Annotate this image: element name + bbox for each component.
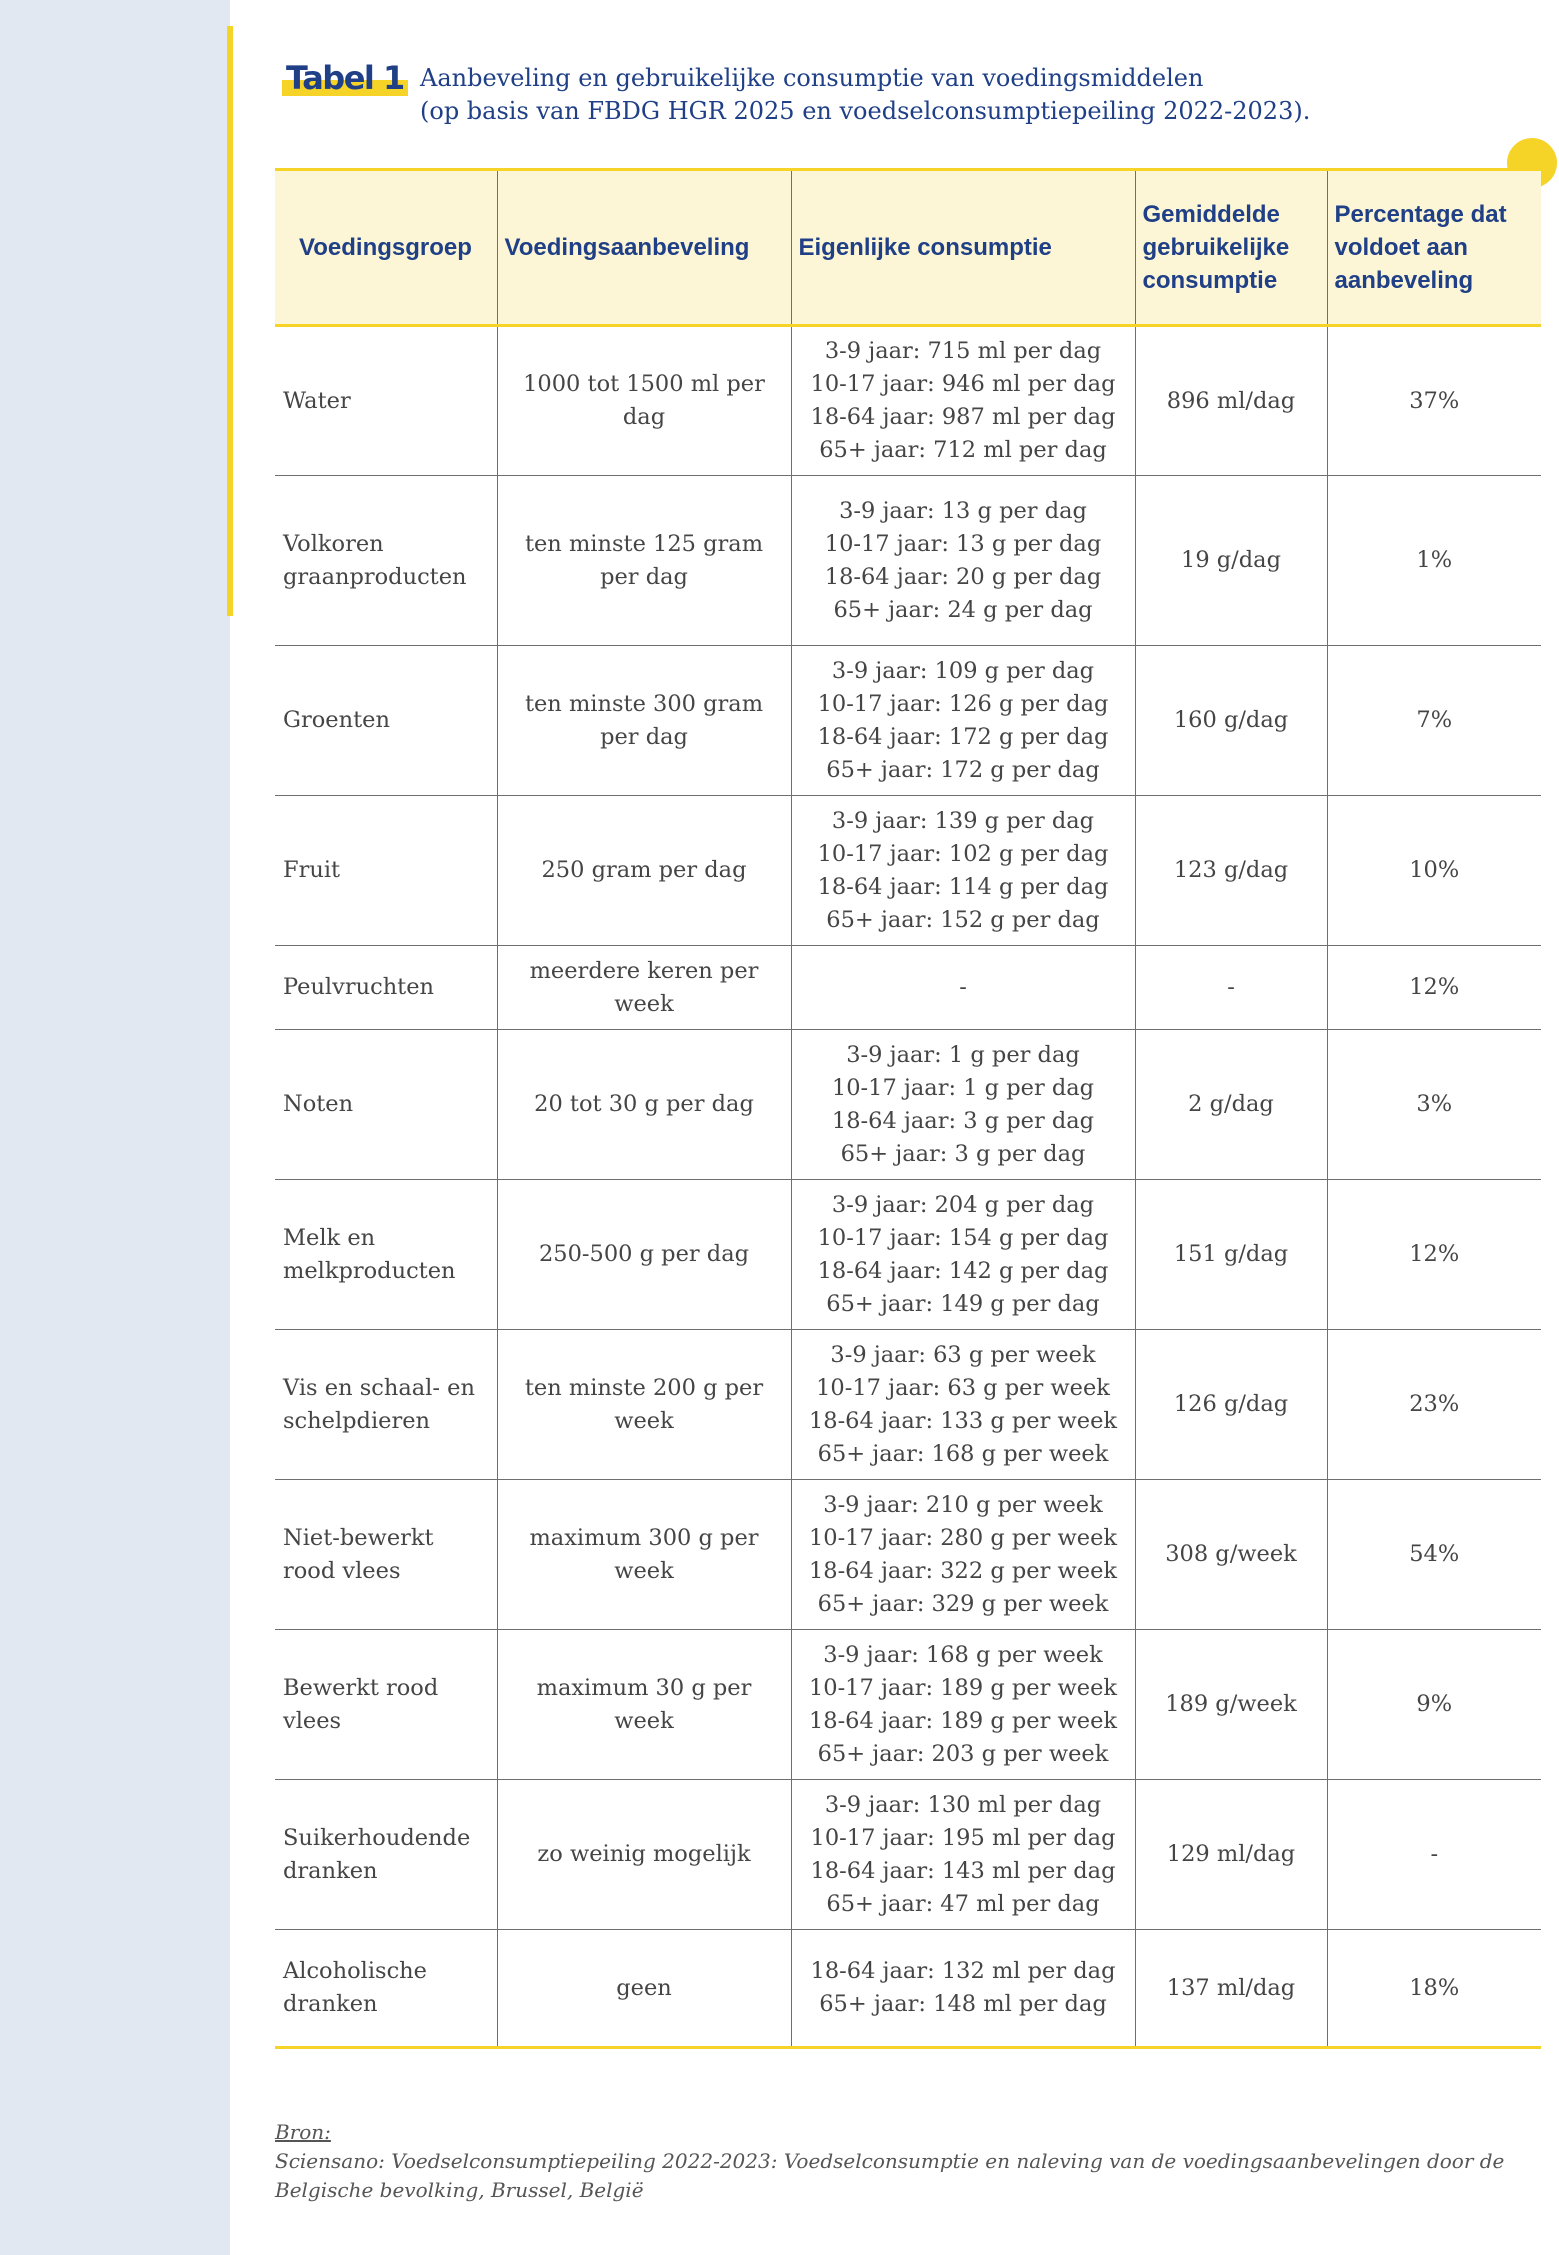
cell-gemiddelde-consumptie: 126 g/dag [1135, 1330, 1327, 1480]
cell-line: 10-17 jaar: 189 g per week [808, 1674, 1118, 1701]
cell-gemiddelde-consumptie: 2 g/dag [1135, 1030, 1327, 1180]
cell-eigenlijke-consumptie [791, 326, 1135, 476]
cell-percentage: 9% [1327, 1630, 1541, 1780]
cell-line: 3-9 jaar: 139 g per dag [831, 807, 1095, 834]
cell-gemiddelde-consumptie: 19 g/dag [1135, 476, 1327, 646]
cell-line: 3-9 jaar: 210 g per week [823, 1491, 1103, 1518]
cell-line: 18-64 jaar: 114 g per dag [817, 873, 1109, 900]
cell-voedingsaanbeveling [497, 1180, 791, 1330]
table-row [275, 1030, 1541, 1180]
cell-line: maximum 300 g per [529, 1524, 759, 1551]
header-percentage [1327, 170, 1541, 326]
header-line: Gemiddelde [1142, 201, 1280, 228]
cell-gemiddelde-consumptie: 151 g/dag [1135, 1180, 1327, 1330]
cell-line: 250 gram per dag [541, 857, 747, 883]
table-row [275, 1180, 1541, 1330]
cell-voedingsaanbeveling [497, 1780, 791, 1930]
table-row [275, 1630, 1541, 1780]
cell-voedingsaanbeveling [497, 1480, 791, 1630]
header-voedingsaanbeveling [497, 170, 791, 326]
header-line: aanbeveling [1334, 267, 1474, 294]
cell-percentage: 54% [1327, 1480, 1541, 1630]
cell-gemiddelde-consumptie: 896 ml/dag [1135, 326, 1327, 476]
cell-line: week [614, 1407, 674, 1434]
cell-line: zo weinig mogelijk [537, 1841, 751, 1867]
cell-line: 18-64 jaar: 133 g per week [808, 1407, 1118, 1434]
cell-percentage: 37% [1327, 326, 1541, 476]
cell-line: 18-64 jaar: 172 g per dag [817, 723, 1109, 750]
cell-line: ten minste 200 g per [524, 1374, 764, 1401]
cell-line: 65+ jaar: 149 g per dag [826, 1290, 1100, 1317]
cell-line: 3-9 jaar: 109 g per dag [831, 657, 1095, 684]
cell-line: 65+ jaar: 148 ml per dag [819, 1991, 1107, 2017]
cell-line: 65+ jaar: 152 g per dag [826, 906, 1100, 933]
accent-bar [227, 26, 233, 616]
header-line: Eigenlijke consumptie [798, 234, 1052, 261]
cell-percentage: 12% [1327, 1180, 1541, 1330]
cell-line: dag [622, 404, 666, 430]
cell-voedingsaanbeveling [497, 476, 791, 646]
cell-eigenlijke-consumptie [791, 646, 1135, 796]
header-line: Voedingsgroep [299, 234, 472, 261]
cell-eigenlijke-consumptie [791, 476, 1135, 646]
table-row [275, 1330, 1541, 1480]
cell-line: 3-9 jaar: 63 g per week [830, 1341, 1096, 1368]
cell-line: 10-17 jaar: 102 g per dag [817, 840, 1109, 867]
cell-gemiddelde-consumptie: 129 ml/dag [1135, 1780, 1327, 1930]
cell-eigenlijke-consumptie [791, 1480, 1135, 1630]
cell-voedingsgroep [275, 1780, 497, 1930]
cell-eigenlijke-consumptie [791, 1180, 1135, 1330]
cell-line: ten minste 300 gram [524, 690, 764, 717]
cell-line: 3-9 jaar: 715 ml per dag [824, 338, 1102, 364]
cell-line: schelpdieren [283, 1407, 431, 1434]
source-note [275, 2118, 1545, 2205]
cell-line: 10-17 jaar: 195 ml per dag [810, 1824, 1116, 1851]
cell-line: - [959, 974, 967, 1000]
side-band [0, 0, 230, 2255]
cell-line: Volkoren [283, 530, 384, 557]
cell-eigenlijke-consumptie [791, 1630, 1135, 1780]
cell-line: 10-17 jaar: 1 g per dag [831, 1074, 1095, 1101]
header-line: consumptie [1142, 267, 1278, 294]
header-line: Voedingsaanbeveling [504, 234, 750, 261]
cell-line: 18-64 jaar: 20 g per dag [824, 563, 1102, 590]
cell-line: Vis en schaal- en [283, 1374, 475, 1401]
cell-gemiddelde-consumptie: 308 g/week [1135, 1480, 1327, 1630]
cell-percentage: 7% [1327, 646, 1541, 796]
cell-line: maximum 30 g per [536, 1674, 752, 1701]
cell-percentage: 18% [1327, 1930, 1541, 2048]
cell-line: Niet-bewerkt [283, 1524, 434, 1551]
cell-voedingsaanbeveling [497, 1930, 791, 2048]
cell-line: 10-17 jaar: 13 g per dag [824, 530, 1102, 557]
cell-line: 65+ jaar: 172 g per dag [826, 756, 1100, 783]
cell-line: 65+ jaar: 168 g per week [817, 1440, 1109, 1467]
cell-gemiddelde-consumptie: 189 g/week [1135, 1630, 1327, 1780]
cell-line: graanproducten [283, 563, 467, 590]
cell-voedingsgroep [275, 476, 497, 646]
cell-line: 3-9 jaar: 1 g per dag [846, 1041, 1080, 1068]
cell-voedingsgroep [275, 1630, 497, 1780]
cell-voedingsaanbeveling [497, 1030, 791, 1180]
table-header-row [275, 170, 1541, 326]
cell-percentage: 10% [1327, 796, 1541, 946]
cell-line: 3-9 jaar: 130 ml per dag [824, 1791, 1102, 1818]
cell-percentage: - [1327, 1780, 1541, 1930]
cell-line: Melk en [283, 1224, 376, 1251]
cell-gemiddelde-consumptie: 160 g/dag [1135, 646, 1327, 796]
table-title [420, 62, 1420, 128]
table-row [275, 646, 1541, 796]
table-row [275, 326, 1541, 476]
cell-line: Alcoholische [283, 1958, 427, 1984]
cell-eigenlijke-consumptie [791, 1780, 1135, 1930]
cell-line: Water [283, 387, 351, 414]
cell-line: 3-9 jaar: 204 g per dag [831, 1191, 1095, 1218]
cell-line: 250-500 g per dag [538, 1241, 750, 1267]
cell-line: dranken [283, 1857, 378, 1884]
table-row [275, 946, 1541, 1030]
cell-line: 3-9 jaar: 168 g per week [823, 1641, 1103, 1668]
cell-line: 10-17 jaar: 946 ml per dag [810, 371, 1116, 397]
table-title-line: Aanbeveling en gebruikelijke consumptie van voedingsmiddelen [420, 64, 1204, 92]
cell-line: geen [616, 1974, 672, 2001]
cell-line: 65+ jaar: 203 g per week [817, 1740, 1109, 1767]
cell-percentage: 3% [1327, 1030, 1541, 1180]
cell-voedingsaanbeveling [497, 326, 791, 476]
cell-line: 65+ jaar: 47 ml per dag [826, 1890, 1100, 1917]
cell-line: 65+ jaar: 24 g per dag [833, 596, 1093, 623]
cell-line: per dag [600, 563, 688, 590]
cell-line: 10-17 jaar: 126 g per dag [817, 690, 1109, 717]
cell-line: vlees [283, 1707, 342, 1734]
cell-gemiddelde-consumptie: 137 ml/dag [1135, 1930, 1327, 2048]
table-title-line: (op basis van FBDG HGR 2025 en voedselconsumptiepeiling 2022-2023). [420, 97, 1311, 125]
source-text: Sciensano: Voedselconsumptiepeiling 2022-2023: Voedselconsumptie en naleving van de voedingsaanbevelingen door de [275, 2149, 1505, 2173]
cell-voedingsgroep [275, 326, 497, 476]
source-label: Bron: [275, 2120, 331, 2144]
cell-percentage: 1% [1327, 476, 1541, 646]
cell-line: Noten [283, 1091, 354, 1117]
table-row [275, 1780, 1541, 1930]
table-row [275, 1930, 1541, 2048]
cell-line: per dag [600, 723, 688, 750]
cell-voedingsgroep [275, 1480, 497, 1630]
cell-eigenlijke-consumptie [791, 1930, 1135, 2048]
cell-line: dranken [283, 1991, 378, 2017]
cell-line: ten minste 125 gram [524, 530, 764, 557]
cell-line: 20 tot 30 g per dag [534, 1091, 754, 1117]
cell-line: 18-64 jaar: 142 g per dag [817, 1257, 1109, 1284]
cell-line: 10-17 jaar: 280 g per week [808, 1524, 1118, 1551]
cell-line: 10-17 jaar: 63 g per week [816, 1374, 1110, 1401]
cell-eigenlijke-consumptie [791, 796, 1135, 946]
cell-voedingsaanbeveling [497, 946, 791, 1030]
cell-line: 65+ jaar: 3 g per dag [840, 1140, 1086, 1167]
cell-line: 65+ jaar: 712 ml per dag [819, 437, 1107, 463]
cell-line: 18-64 jaar: 987 ml per dag [810, 404, 1116, 430]
cell-line: 1000 tot 1500 ml per [523, 371, 765, 397]
table-row [275, 1480, 1541, 1630]
cell-voedingsgroep [275, 646, 497, 796]
table-row [275, 476, 1541, 646]
cell-line: 10-17 jaar: 154 g per dag [817, 1224, 1109, 1251]
cell-voedingsaanbeveling [497, 796, 791, 946]
header-line: gebruikelijke [1142, 234, 1290, 261]
cell-line: 18-64 jaar: 132 ml per dag [810, 1958, 1116, 1984]
cell-voedingsaanbeveling [497, 646, 791, 796]
source-text: Belgische bevolking, Brussel, België [275, 2178, 644, 2202]
table-body [275, 326, 1541, 2048]
cell-line: Bewerkt rood [283, 1674, 439, 1701]
cell-eigenlijke-consumptie [791, 946, 1135, 1030]
nutrition-table [275, 168, 1541, 2049]
header-gemiddelde-consumptie [1135, 170, 1327, 326]
table-caption [282, 56, 1432, 136]
cell-voedingsgroep [275, 796, 497, 946]
cell-line: Fruit [283, 857, 341, 883]
cell-eigenlijke-consumptie [791, 1030, 1135, 1180]
cell-voedingsgroep [275, 1930, 497, 2048]
cell-voedingsgroep [275, 946, 497, 1030]
header-line: voldoet aan [1334, 234, 1468, 261]
cell-line: melkproducten [283, 1257, 456, 1284]
cell-percentage: 12% [1327, 946, 1541, 1030]
cell-line: 18-64 jaar: 189 g per week [808, 1707, 1118, 1734]
cell-gemiddelde-consumptie: 123 g/dag [1135, 796, 1327, 946]
cell-voedingsaanbeveling [497, 1330, 791, 1480]
header-line: Percentage dat [1334, 201, 1507, 228]
cell-line: 18-64 jaar: 3 g per dag [831, 1107, 1095, 1134]
table-row [275, 796, 1541, 946]
cell-line: meerdere keren per [529, 957, 759, 984]
header-eigenlijke-consumptie [791, 170, 1135, 326]
cell-voedingsgroep [275, 1330, 497, 1480]
table-number-label: Tabel 1 [282, 60, 408, 96]
cell-voedingsaanbeveling [497, 1630, 791, 1780]
cell-line: week [614, 990, 674, 1017]
header-voedingsgroep [275, 170, 497, 326]
cell-voedingsgroep [275, 1180, 497, 1330]
cell-line: 18-64 jaar: 322 g per week [808, 1557, 1118, 1584]
cell-line: 65+ jaar: 329 g per week [817, 1590, 1109, 1617]
cell-eigenlijke-consumptie [791, 1330, 1135, 1480]
cell-line: Groenten [283, 707, 390, 733]
cell-line: week [614, 1707, 674, 1734]
cell-line: Peulvruchten [283, 974, 435, 1000]
cell-line: Suikerhoudende [283, 1824, 471, 1851]
cell-voedingsgroep [275, 1030, 497, 1180]
cell-line: 3-9 jaar: 13 g per dag [839, 497, 1087, 524]
cell-line: 18-64 jaar: 143 ml per dag [810, 1857, 1116, 1884]
cell-gemiddelde-consumptie: - [1135, 946, 1327, 1030]
cell-line: rood vlees [283, 1557, 401, 1584]
cell-line: week [614, 1557, 674, 1584]
cell-percentage: 23% [1327, 1330, 1541, 1480]
